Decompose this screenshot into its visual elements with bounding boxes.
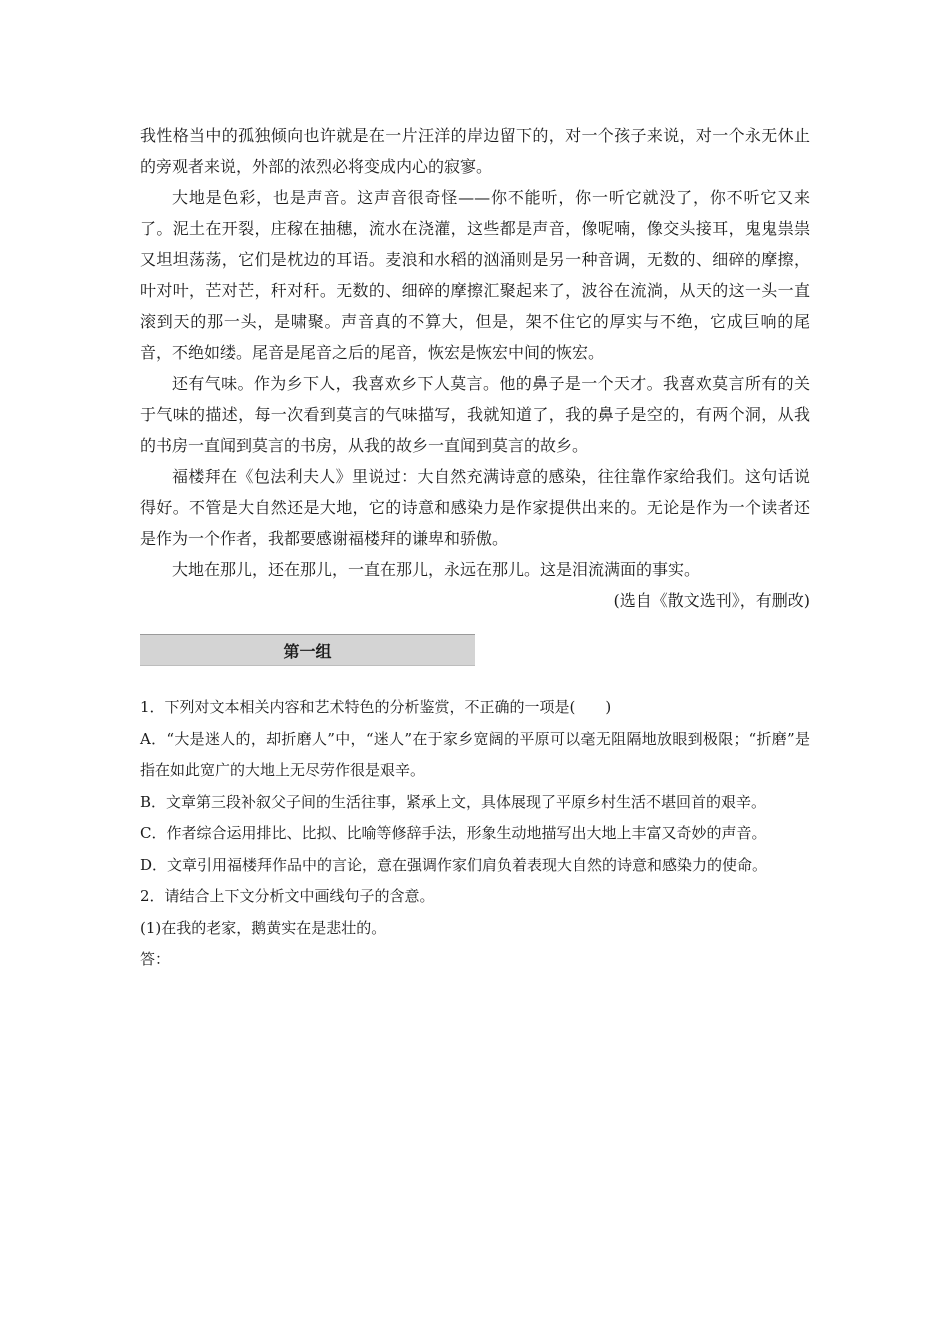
question-2-sub-1: (1)在我的老家，鹅黄实在是悲壮的。 [140,918,387,937]
question-list [140,692,810,976]
passage-paragraph-4: 福楼拜在《包法利夫人》里说过：大自然充满诗意的感染，往往靠作家给我们。这句话说得好。不管是大自然还是大地，它的诗意和感染力是作家提供出来的。无论是作为一个读者还是作为一个作者，我都要感谢福楼拜的谦卑和骄傲。 [140,467,810,548]
question-1-option-b: B．文章第三段补叙父子间的生活往事，紧承上文，具体展现了平原乡村生活不堪回首的艰辛。 [140,792,767,811]
document-page [140,120,810,976]
passage-source: (选自《散文选刊》，有删改) [613,591,810,610]
passage-paragraph-2: 大地是色彩，也是声音。这声音很奇怪——你不能听，你一听它就没了，你不听它又来了。泥土在开裂，庄稼在抽穗，流水在浇灌，这些都是声音，像呢喃，像交头接耳，鬼鬼祟祟又坦坦荡荡，它们是枕边的耳语。麦浪和水稻的汹涌则是另一种音调，无数的、细碎的摩擦，叶对叶，芒对芒，秆对秆。无数的、细碎的摩擦汇聚起来了，波谷在流淌，从天的这一头一直滚到天的那一头，是啸聚。声音真的不算大，但是，架不住它的厚实与不绝，它成巨响的尾音，不绝如缕。尾音是尾音之后的尾音，恢宏是恢宏中间的恢宏。 [140,188,810,362]
question-1-option-d: D．文章引用福楼拜作品中的言论，意在强调作家们肩负着表现大自然的诗意和感染力的使命。 [140,855,768,874]
passage-paragraph-1: 我性格当中的孤独倾向也许就是在一片汪洋的岸边留下的，对一个孩子来说，对一个永无休止的旁观者来说，外部的浓烈必将变成内心的寂寥。 [140,126,810,176]
question-1-stem: 1．下列对文本相关内容和艺术特色的分析鉴赏，不正确的一项是( ) [140,698,612,716]
answer-label: 答： [140,950,171,968]
question-1-option-a: A．“大是迷人的，却折磨人”中，“迷人”在于家乡宽阔的平原可以毫无阻隔地放眼到极限；“折磨”是指在如此宽广的大地上无尽劳作很是艰辛。 [140,729,810,779]
group-title-bar [140,634,475,666]
passage-paragraph-5: 大地在那儿，还在那儿，一直在那儿，永远在那儿。这是泪流满面的事实。 [172,560,701,579]
group-title: 第一组 [283,641,332,661]
question-1-option-c: C．作者综合运用排比、比拟、比喻等修辞手法，形象生动地描写出大地上丰富又奇妙的声音。 [140,824,767,842]
question-2-stem: 2．请结合上下文分析文中画线句子的含意。 [140,887,435,905]
passage-paragraph-3: 还有气味。作为乡下人，我喜欢乡下人莫言。他的鼻子是一个天才。我喜欢莫言所有的关于气味的描述，每一次看到莫言的气味描写，我就知道了，我的鼻子是空的，有两个洞，从我的书房一直闻到莫言的书房，从我的故乡一直闻到莫言的故乡。 [140,374,810,455]
